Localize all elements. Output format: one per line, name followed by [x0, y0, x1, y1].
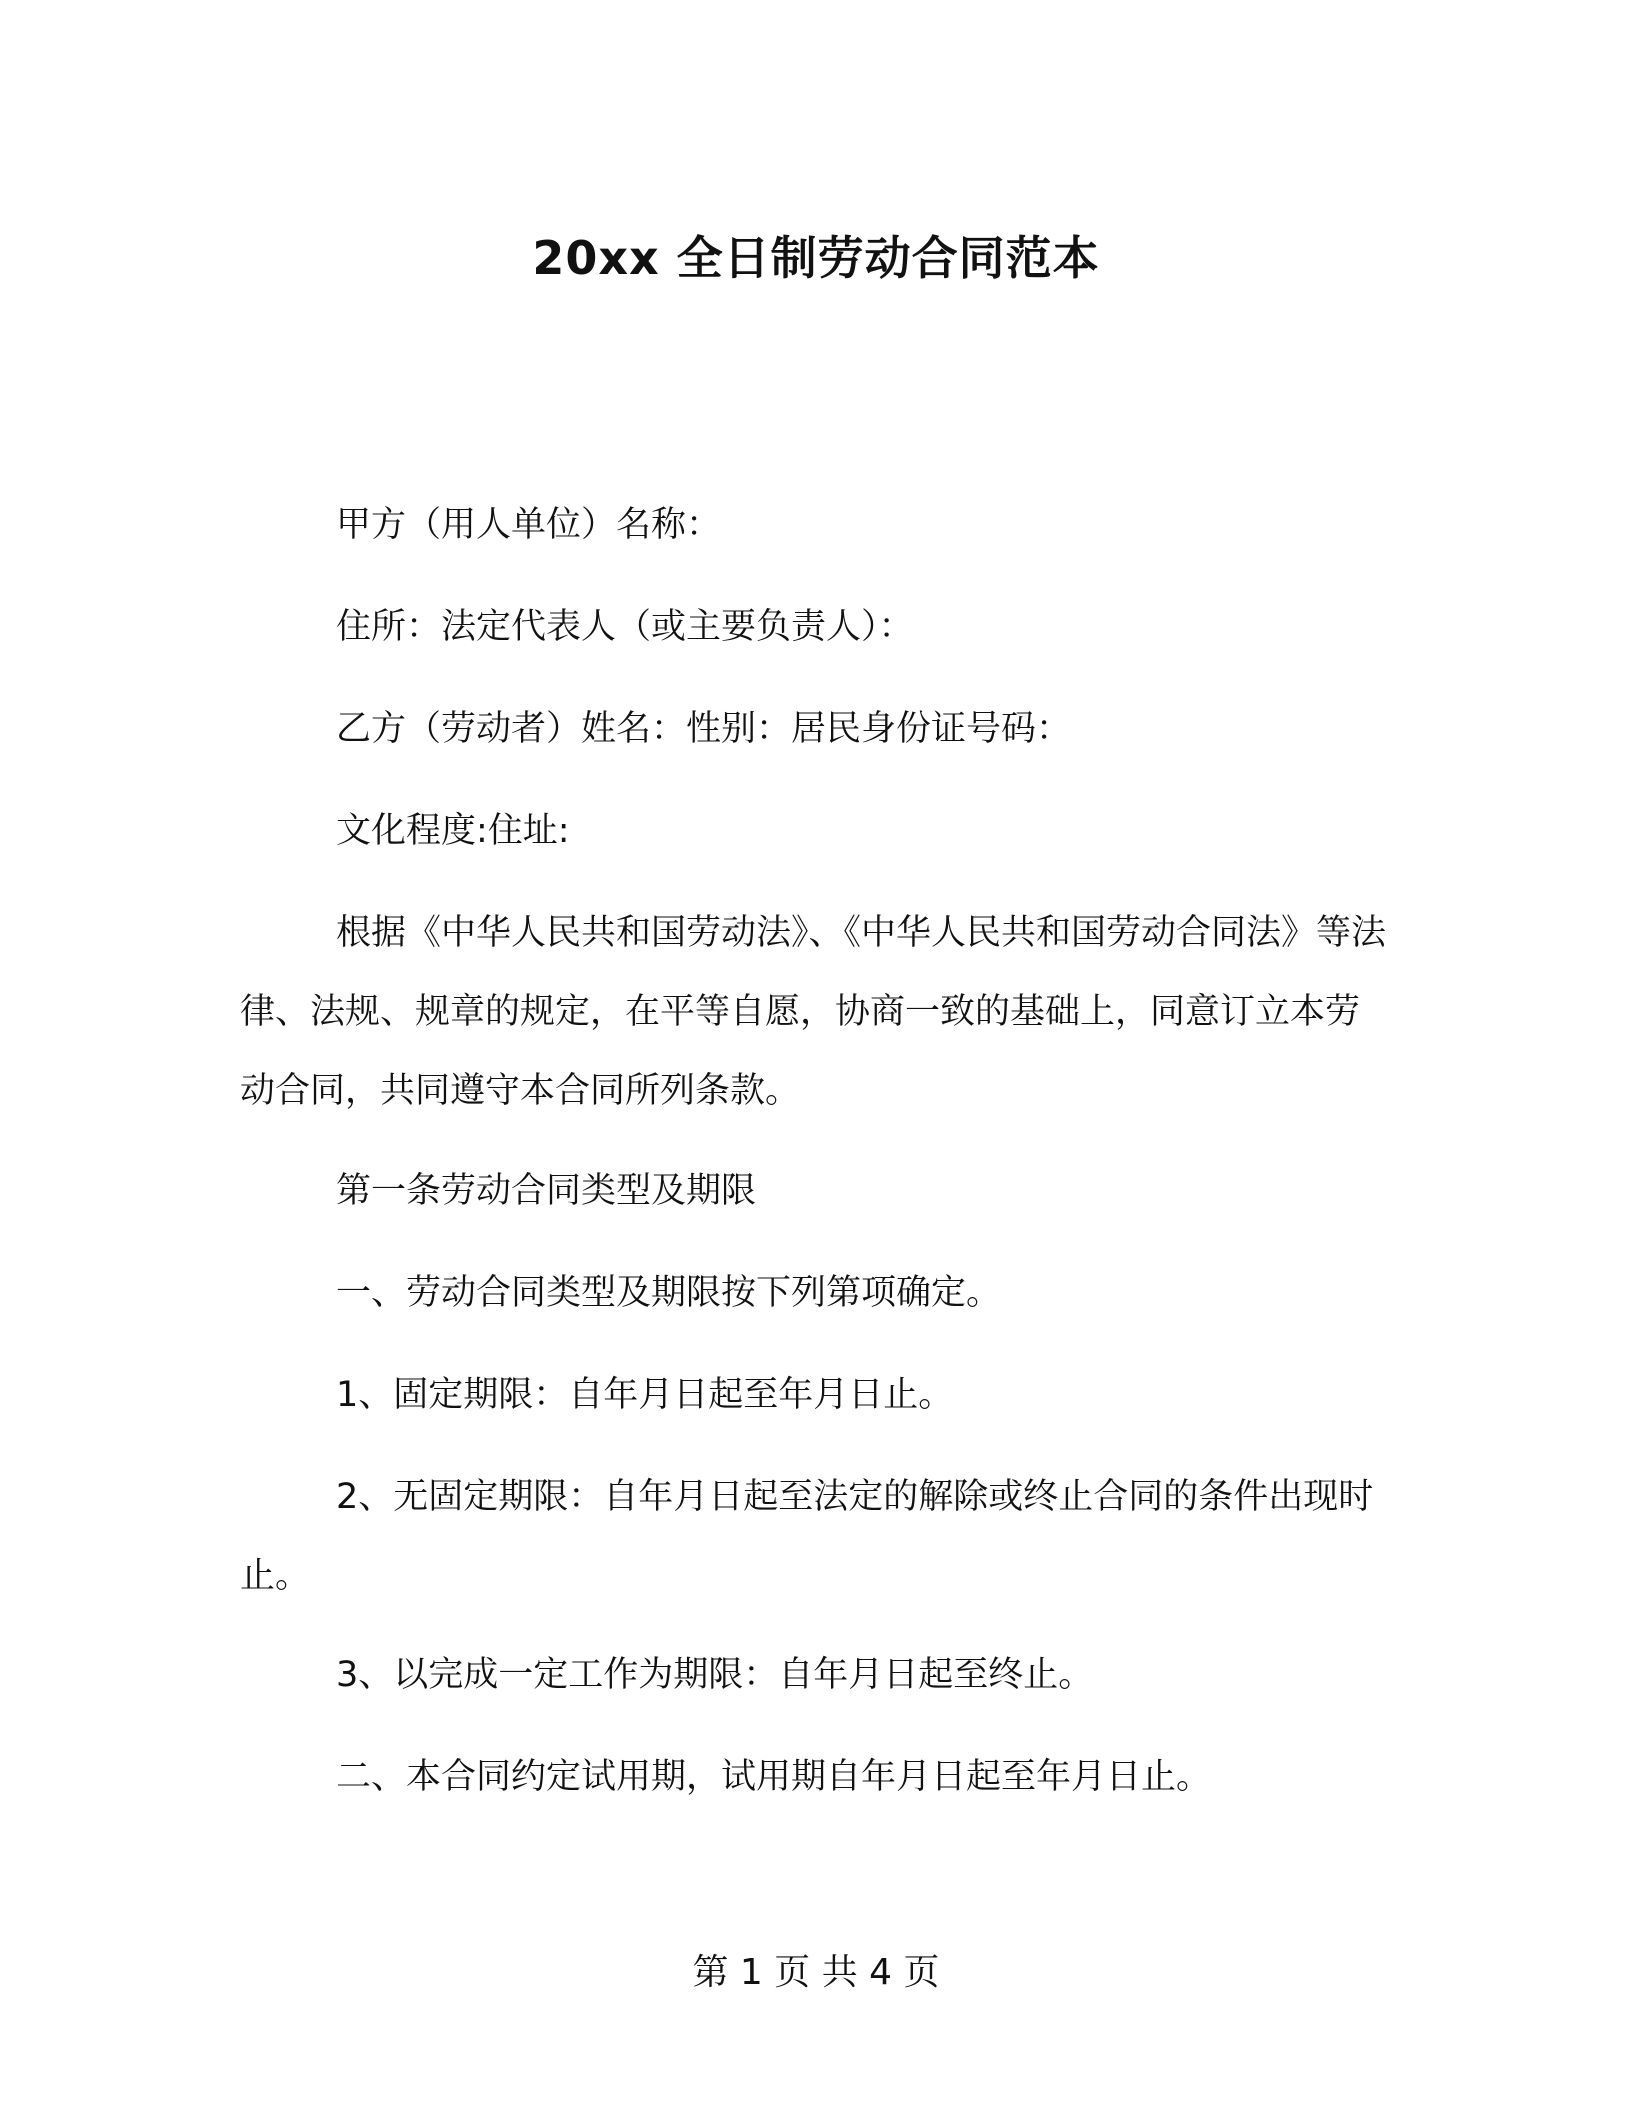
party-b-education: 文化程度:住址: [336, 811, 570, 851]
party-a-address: 住所：法定代表人（或主要负责人）： [336, 607, 914, 647]
document-title: 20xx 全日制劳动合同范本 [532, 231, 1100, 285]
clause-fixed-term: 1、固定期限：自年月日起至年月日止。 [336, 1375, 954, 1415]
clause-one: 一、劳动合同类型及期限按下列第项确定。 [336, 1273, 1002, 1313]
page-number-footer: 第 1 页 共 4 页 [692, 1952, 940, 1993]
article-one-heading: 第一条劳动合同类型及期限 [336, 1171, 757, 1211]
clause-open-ended: 2、无固定期限：自年月日起至法定的解除或终止合同的条件出现时止。 [240, 1477, 1374, 1596]
clause-probation: 二、本合同约定试用期，试用期自年月日起至年月日止。 [336, 1757, 1212, 1797]
party-a-name: 甲方（用人单位）名称： [336, 505, 722, 545]
preamble-paragraph: 根据《中华人民共和国劳动法》、《中华人民共和国劳动合同法》等法律、法规、规章的规定，在平等自愿，协商一致的基础上，同意订立本劳动合同，共同遵守本合同所列条款。 [240, 913, 1387, 1111]
clause-project-term: 3、以完成一定工作为期限：自年月日起至终止。 [336, 1655, 1094, 1695]
party-b-info: 乙方（劳动者）姓名：性别：居民身份证号码： [336, 709, 1072, 749]
